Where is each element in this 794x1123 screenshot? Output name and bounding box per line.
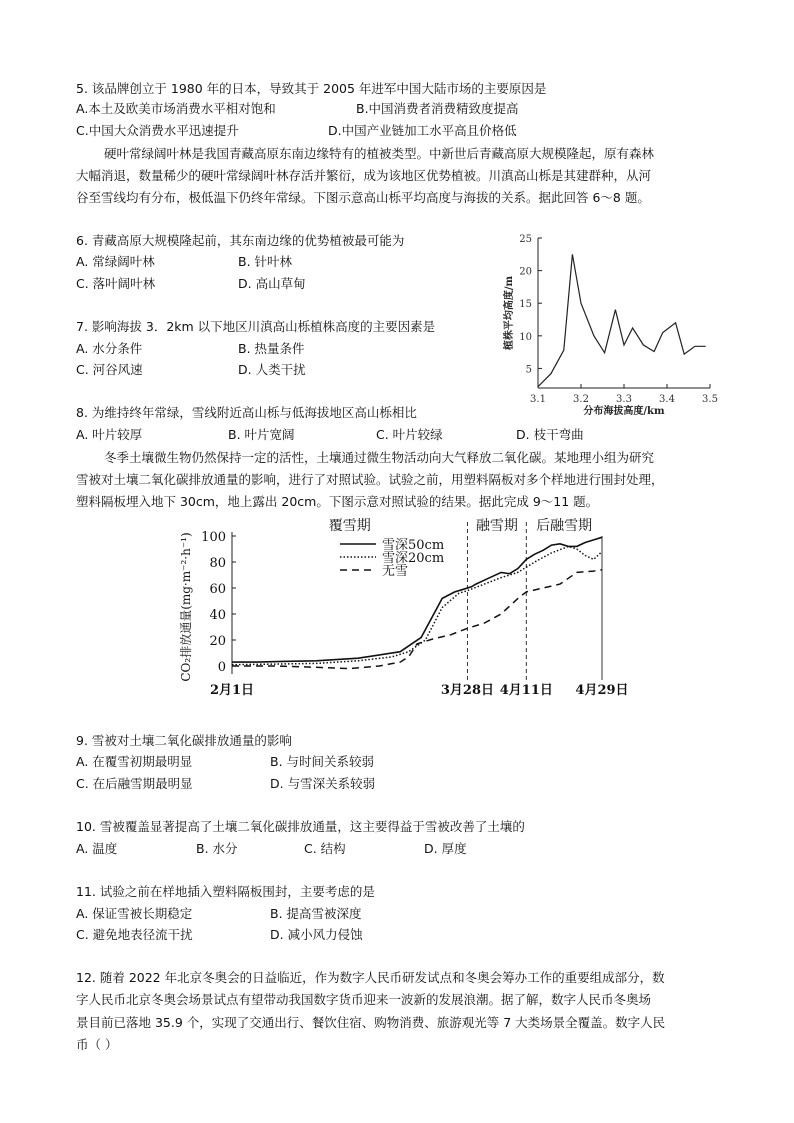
q9-option-a: A. 在覆雪初期最明显 [76,754,193,769]
series-line-oak-height [538,254,706,386]
q7-option-a: A. 水分条件 [76,341,143,356]
q5-option-d: D.中国产业链加工水平高且价格低 [328,123,517,138]
q6-option-b: B. 针叶林 [238,254,293,269]
y-tick-label: 5 [525,364,532,376]
q10-option-c: C. 结构 [304,841,346,856]
q10-stem: 10. 雪被覆盖显著提高了土壤二氧化碳排放通量，这主要得益于雪被改善了土壤的 [76,819,525,834]
q6-option-d: D. 高山草甸 [238,276,306,291]
q12-line: 币（ ） [76,1037,118,1052]
passage1-line: 硬叶常绿阔叶林是我国青藏高原东南边缘特有的植被类型。中新世后青藏高原大规模隆起，原有森林 [104,146,655,161]
q7-option-b: B. 热量条件 [238,341,305,356]
q5-option-b: B.中国消费者消费精致度提高 [356,101,519,116]
co2-flux-chart [170,514,640,704]
q5-stem: 5. 该品牌创立于 1980 年的日本，导致其于 2005 年进军中国大陆市场的主要原因是 [76,81,547,96]
passage1-line: 大幅消退，数量稀少的硬叶常绿阔叶林存活并繁衍，成为该地区优势植被。川滇高山栎是其建群种，从河 [76,168,652,183]
q8-option-a: A. 叶片较厚 [76,427,143,442]
passage2-line: 雪被对土壤二氧化碳排放通量的影响，进行了对照试验。试验之前，用塑料隔板对多个样地进行围封处理， [76,472,664,487]
q5-option-a: A.本土及欧美市场消费水平相对饱和 [76,101,276,116]
y-tick-label: 15 [519,299,532,311]
period-label: 后融雪期 [536,518,593,534]
y-tick-label: 80 [209,556,226,571]
q11-stem: 11. 试验之前在样地插入塑料隔板围封，主要考虑的是 [76,884,375,899]
q8-stem: 8. 为维持终年常绿，雪线附近高山栎与低海拔地区高山栎相比 [76,405,417,420]
co2-flux-plot [178,518,629,698]
y-tick-label: 60 [209,582,226,597]
q11-option-d: D. 减小风力侵蚀 [270,927,363,942]
q7-stem: 7. 影响海拔 3．2km 以下地区川滇高山栎植株高度的主要因素是 [76,319,436,334]
y-tick-label: 100 [201,530,226,545]
legend-label: 无雪 [382,564,409,579]
x-tick-label: 3.2 [573,394,589,405]
y-tick-label: 20 [519,266,532,278]
q9-option-d: D. 与雪深关系较弱 [270,776,376,791]
y-tick-label: 10 [519,331,532,343]
oak-height-plot [502,234,718,417]
q8-option-b: B. 叶片宽阔 [228,427,295,442]
x-tick-label: 3月28日 [440,683,495,698]
q5-option-c: C.中国大众消费水平迅速提升 [76,123,239,138]
q8-option-d: D. 枝干弯曲 [516,427,584,442]
oak-height-chart [488,228,728,418]
q6-stem: 6. 青藏高原大规模隆起前，其东南边缘的优势植被最可能为 [76,233,405,248]
x-tick-label: 3.3 [616,394,632,405]
y-axis-label: CO₂排放通量(mg·m⁻²·h⁻¹) [179,532,193,682]
passage1-line: 谷至雪线均有分布，极低温下仍终年常绿。下图示意高山栎平均高度与海拔的关系。据此回答 6～8 题。 [76,190,650,205]
q6-option-a: A. 常绿阔叶林 [76,254,155,269]
q10-option-b: B. 水分 [196,841,238,856]
q7-option-c: C. 河谷风速 [76,362,143,377]
y-tick-label: 0 [217,660,226,675]
q11-option-a: A. 保证雪被长期稳定 [76,906,193,921]
x-tick-label: 3.5 [702,394,718,405]
x-tick-label: 4月29日 [575,683,629,698]
q8-option-c: C. 叶片较绿 [376,427,443,442]
x-tick-label: 3.1 [530,394,546,405]
q9-stem: 9. 雪被对土壤二氧化碳排放通量的影响 [76,733,292,748]
q9-option-c: C. 在后融雪期最明显 [76,776,193,791]
period-label: 融雪期 [475,518,518,534]
passage2-line: 冬季土壤微生物仍然保持一定的活性，土壤通过微生物活动向大气释放二氧化碳。某地理小组为研究 [104,450,655,465]
period-label: 覆雪期 [328,518,371,534]
q12-line: 字人民币北京冬奥会场景试点有望带动我国数字货币迎来一波新的发展浪潮。据了解，数字人民币冬奥场 [76,992,652,1007]
legend-label: 雪深50cm [382,538,445,553]
q12-line: 12. 随着 2022 年北京冬奥会的日益临近，作为数字人民币研发试点和冬奥会筹办工作的重要组成部分，数 [76,970,665,985]
q9-option-b: B. 与时间关系较弱 [270,754,375,769]
x-axis-label: 分布海拔高度/km [583,406,665,417]
passage2-line: 塑料隔板埋入地下 30cm，地上露出 20cm。下图示意对照试验的结果。据此完成 9～11 题。 [76,494,599,509]
legend-label: 雪深20cm [382,551,445,566]
q11-option-c: C. 避免地表径流干扰 [76,927,193,942]
x-tick-label: 3.4 [659,394,675,405]
q10-option-a: A. 温度 [76,841,118,856]
x-tick-label: 4月11日 [499,683,553,698]
y-axis-label: 植株平均高度/m [504,275,515,351]
q10-option-d: D. 厚度 [424,841,467,856]
q7-option-d: D. 人类干扰 [238,362,306,377]
x-tick-label: 2月1日 [209,683,255,698]
y-tick-label: 25 [519,234,532,245]
y-tick-label: 40 [209,608,226,623]
q11-option-b: B. 提高雪被深度 [270,906,362,921]
series-line [232,570,602,669]
q6-option-c: C. 落叶阔叶林 [76,276,156,291]
q12-line: 景目前已落地 35.9 个，实现了交通出行、餐饮住宿、购物消费、旅游观光等 7 大类场景全覆盖。数字人民 [76,1015,666,1030]
y-tick-label: 20 [209,634,226,649]
